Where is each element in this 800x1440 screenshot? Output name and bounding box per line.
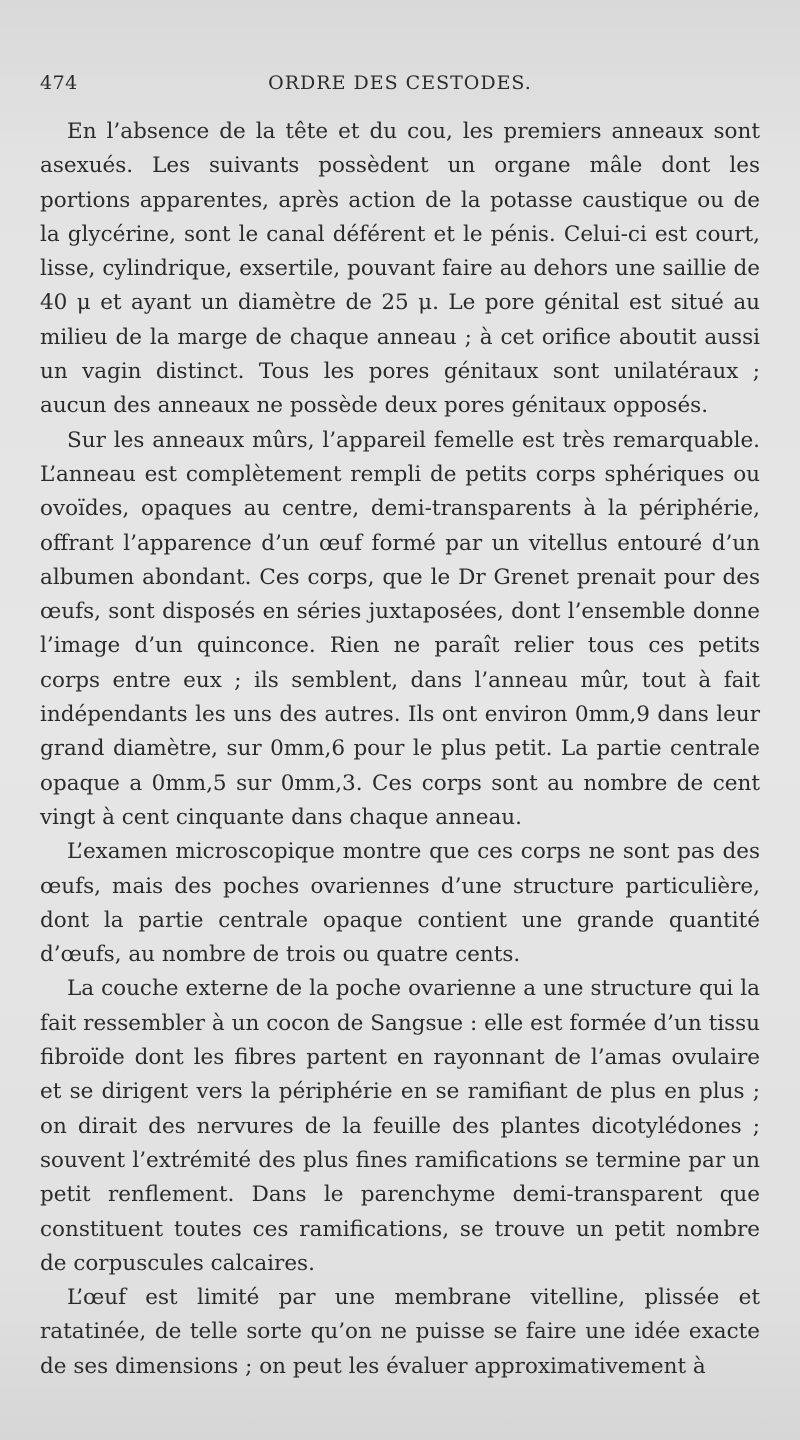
running-title: ORDRE DES CESTODES. [268, 72, 532, 94]
paragraph: L’œuf est limité par une membrane vitelline, plissée et ratatinée, de telle sorte qu’on ne puisse se faire une idée exacte de ses dimensions ; on peut les évaluer approximativement à [40, 1285, 760, 1379]
paragraph: La couche externe de la poche ovarienne a une structure qui la fait ressembler à un cocon de Sangsue : elle est formée d’un tissu fibroïde dont les fibres partent en rayonnant de l’amas ovulaire et se dirigent vers la périphérie en se ramifiant de plus en plus ; on dirait des nervures de la feuille des plantes dicotylédones ; souvent l’extrémité des plus fines ramifications se termine par un petit renflement. Dans le parenchyme demi-transparent que constituent toutes ces ramifications, se trouve un petit nombre de corpuscules calcaires. [40, 976, 760, 1276]
page-body [40, 115, 760, 1384]
page-number: 474 [40, 72, 78, 94]
paragraph: L’examen microscopique montre que ces corps ne sont pas des œufs, mais des poches ovariennes d’une structure particulière, dont la partie centrale opaque contient une grande quantité d’œufs, au nombre de trois ou quatre cents. [40, 839, 760, 968]
paragraph: En l’absence de la tête et du cou, les premiers anneaux sont asexués. Les suivants possèdent un organe mâle dont les portions apparentes, après action de la potasse caustique ou de la glycérine, sont le canal déférent et le pénis. Celui-ci est court, lisse, cylindrique, exsertile, pouvant faire au dehors une saillie de 40 μ et ayant un diamètre de 25 μ. Le pore génital est situé au milieu de la marge de chaque anneau ; à cet orifice aboutit aussi un vagin distinct. Tous les pores génitaux sont unilatéraux ; aucun des anneaux ne possède deux pores génitaux opposés. [40, 119, 760, 419]
paragraph: Sur les anneaux mûrs, l’appareil femelle est très remarquable. L’anneau est complètement rempli de petits corps sphériques ou ovoïdes, opaques au centre, demi-transparents à la périphérie, offrant l’apparence d’un œuf formé par un vitellus entouré d’un albumen abondant. Ces corps, que le Dr Grenet prenait pour des œufs, sont disposés en séries juxtaposées, dont l’ensemble donne l’image d’un quinconce. Rien ne paraît relier tous ces petits corps entre eux ; ils semblent, dans l’anneau mûr, tout à fait indépendants les uns des autres. Ils ont environ 0mm,9 dans leur grand diamètre, sur 0mm,6 pour le plus petit. La partie centrale opaque a 0mm,5 sur 0mm,3. Ces corps sont au nombre de cent vingt à cent cinquante dans chaque anneau. [40, 427, 760, 830]
page-header [40, 72, 760, 106]
